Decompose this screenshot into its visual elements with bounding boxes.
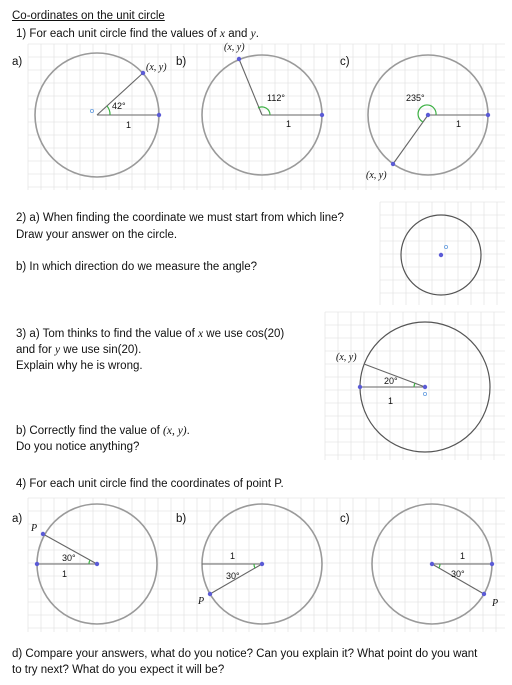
q4a-figure — [30, 504, 157, 624]
q1c-label: c) — [340, 56, 350, 68]
q4b-point-label: P — [198, 596, 205, 607]
q1a-angle-label: 42° — [112, 101, 126, 111]
q3-point-label: (x, y) — [336, 352, 357, 363]
q1b-point-label: (x, y) — [224, 42, 245, 53]
q4c-point-label: P — [492, 598, 499, 609]
q4b-radius-label: 1 — [230, 551, 236, 561]
q4a-radius-label: 1 — [62, 569, 68, 579]
q3a-line3: Explain why he is wrong. — [16, 360, 143, 372]
q2a-line2: Draw your answer on the circle. — [16, 229, 178, 241]
q4a-label: a) — [12, 513, 23, 525]
q3a-line2: and for y we use sin(20). — [16, 344, 142, 356]
q4d-line1: d) Compare your answers, what do you notice? Can you explain it? What point do you want — [12, 648, 478, 660]
worksheet-title: Co-ordinates on the unit circle — [12, 10, 165, 22]
q1c-radius-label: 1 — [456, 119, 462, 129]
q1-prompt: 1) For each unit circle find the values of x and y. — [16, 28, 259, 40]
q1b-radius-label: 1 — [286, 119, 292, 129]
q2b-text: b) In which direction do we measure the angle? — [16, 261, 258, 273]
q3b-line2: Do you notice anything? — [16, 441, 140, 453]
q1b-label: b) — [176, 56, 187, 68]
q3b-line1: b) Correctly find the value of (x, y). — [16, 425, 190, 437]
q1a-figure — [35, 53, 167, 177]
q4b-figure — [197, 504, 322, 624]
q4d-line2: to try next? What do you expect it will be? — [12, 664, 225, 676]
q2a-line1: 2) a) When finding the coordinate we must start from which line? — [16, 212, 344, 224]
q1b-angle-label: 112° — [267, 93, 285, 103]
q4a-angle-label: 30° — [62, 553, 76, 563]
q1c-angle-label: 235° — [406, 93, 425, 103]
q4a-point-label: P — [31, 523, 38, 534]
q4c-label: c) — [340, 513, 350, 525]
q4c-angle-label: 30° — [451, 569, 465, 579]
q1c-figure — [366, 55, 490, 181]
q4c-radius-label: 1 — [460, 551, 466, 561]
q1c-point-label: (x, y) — [366, 170, 387, 181]
q3-radius-label: 1 — [388, 396, 394, 406]
q3-angle-label: 20° — [384, 376, 398, 386]
q4b-label: b) — [176, 513, 187, 525]
q4b-angle-label: 30° — [226, 571, 240, 581]
q3a-line1: 3) a) Tom thinks to find the value of x we use cos(20) — [16, 328, 285, 340]
q1a-point-label: (x, y) — [146, 62, 167, 73]
q1b-figure — [202, 42, 324, 175]
q4c-figure — [372, 504, 498, 624]
q3-figure — [336, 322, 490, 452]
q1a-radius-label: 1 — [126, 120, 132, 130]
q2-figure — [401, 215, 481, 295]
q4-prompt: 4) For each unit circle find the coordinates of point P. — [16, 478, 284, 490]
q1a-label: a) — [12, 56, 23, 68]
